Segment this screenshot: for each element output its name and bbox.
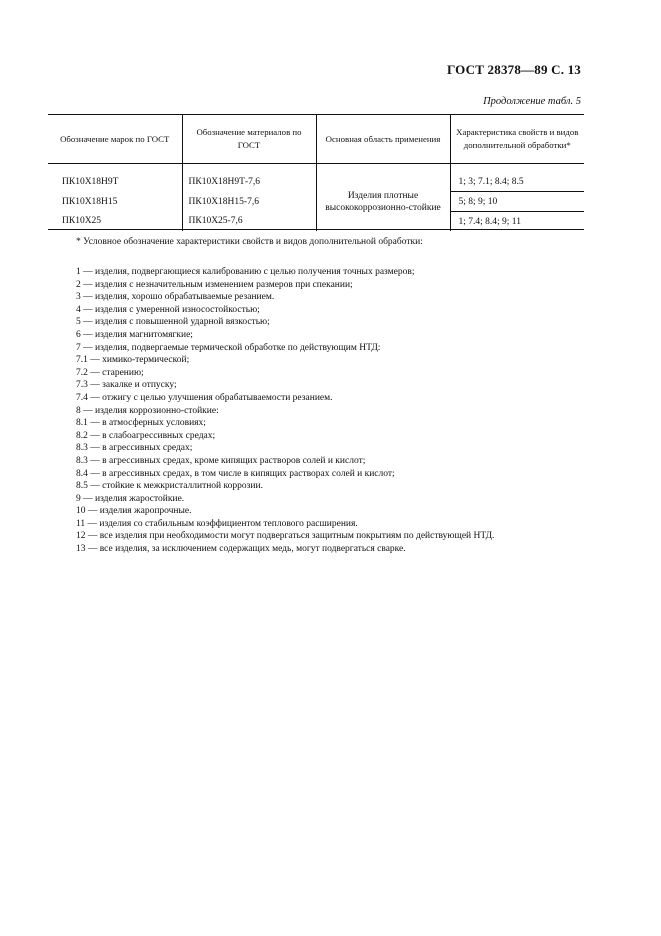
list-item: 8.1 — в атмосферных условиях; [76,418,206,429]
list-item: 8.3 — в агрессивных средах; [76,443,193,454]
list-item: 9 — изделия жаростойкие. [76,493,185,504]
grade-cell: ПК10Х18Н15 [62,196,118,207]
list-item: 1 — изделия, подвергающиеся калиброванию с целью получения точных размеров; [76,267,415,277]
column-header-properties: Характеристика свойств и видов дополнительной обработки* [450,115,584,164]
material-cell: ПК10Х18Н15-7,6 [182,192,316,212]
notes-list [76,266,616,556]
list-item: 10 — изделия жаропрочные. [76,506,192,517]
table-row [48,172,584,192]
grade-cell: ПК10Х25 [62,216,102,227]
list-item: 8.4 — в агрессивных средах, в том числе в кипящих растворах солей и кислот; [76,468,395,479]
list-item: 7.1 — химико-термической; [76,355,190,366]
page-header: ГОСТ 28378—89 С. 13 [447,62,581,77]
list-item: 7 — изделия, подвергаемые термической обработке по действующим НТД: [76,342,381,353]
table-bottom-rule [48,229,584,230]
properties-cell: 5; 8; 9; 10 [450,192,584,212]
column-header-material: Обозначение материалов по ГОСТ [182,115,316,164]
list-item: 8 — изделия коррозионно-стойкие: [76,405,219,416]
list-item: 3 — изделия, хорошо обрабатываемые резанием. [76,292,275,303]
application-cell: Изделия плотные высококоррозионно-стойкие [316,172,450,231]
list-item: 2 — изделия с незначительным изменением размеров при спекании; [76,279,353,290]
list-item: 7.3 — закалке и отпуску; [76,380,177,391]
properties-table [48,114,584,231]
properties-cell: 1; 7.4; 8.4; 9; 11 [450,212,584,232]
table-continuation-label: Продолжение табл. 5 [483,96,581,107]
column-header-grade: Обозначение марок по ГОСТ [48,115,182,164]
list-item: 11 — изделия со стабильным коэффициентом теплового расширения. [76,518,358,529]
footnote: * Условное обозначение характеристики свойств и видов дополнительной обработки: [76,237,423,247]
list-item: 6 — изделия магнитомягкие; [76,329,193,340]
list-item: 13 — все изделия, за исключением содержащих медь, могут подвергаться сварке. [76,544,406,555]
list-item: 8.5 — стойкие к межкристаллитной коррозии. [76,481,263,492]
list-item: 4 — изделия с умеренной износостойкостью; [76,304,260,315]
list-item: 8.3 — в агрессивных средах, кроме кипящих растворов солей и кислот; [76,455,366,466]
grade-cell: ПК10Х18Н9Т [62,176,119,187]
list-item: 7.4 — отжигу с целью улучшения обрабатываемости резанием. [76,392,333,403]
list-item: 12 — все изделия при необходимости могут подвергаться защитным покрытиям по действующей НТД. [76,531,495,542]
list-item: 8.2 — в слабоагрессивных средах; [76,430,216,441]
list-item: 5 — изделия с повышенной ударной вязкостью; [76,317,270,328]
material-cell: ПК10Х18Н9Т-7,6 [182,172,316,192]
properties-cell: 1; 3; 7.1; 8.4; 8.5 [450,172,584,192]
material-cell: ПК10Х25-7,6 [182,212,316,232]
list-item: 7.2 — старению; [76,367,144,378]
column-header-application: Основная область применения [316,115,450,164]
table-header-row [48,115,584,164]
